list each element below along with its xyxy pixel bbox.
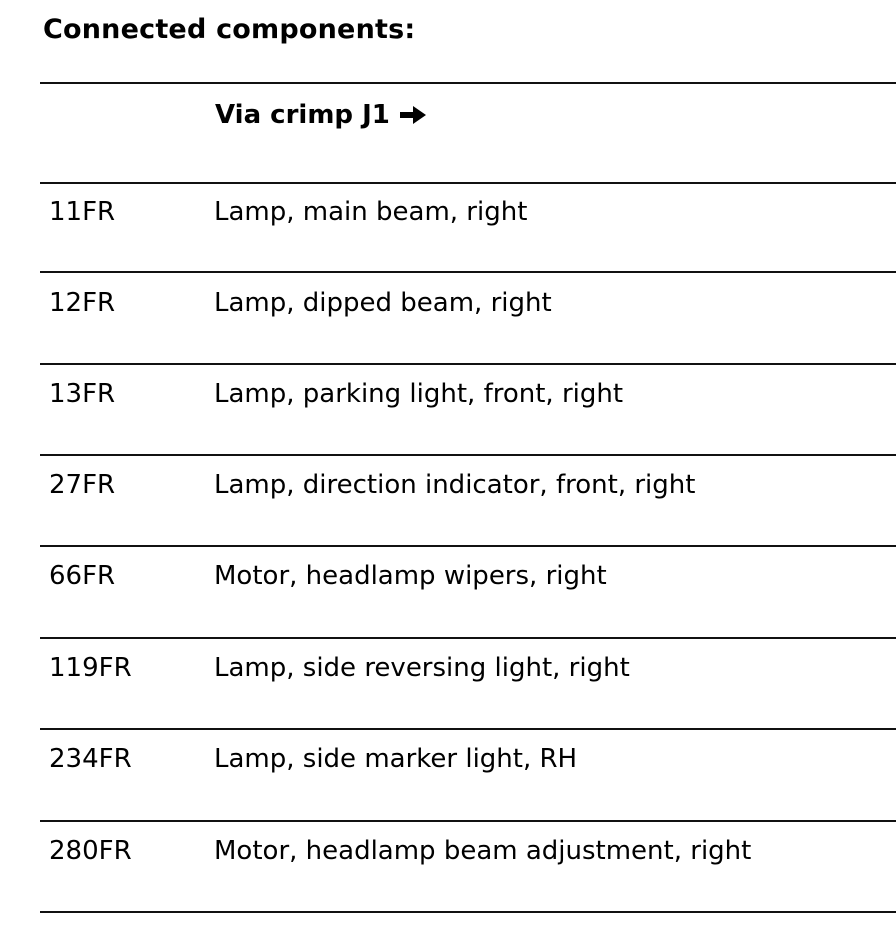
component-code: 27FR — [49, 470, 116, 500]
component-code: 66FR — [49, 561, 116, 591]
component-code: 119FR — [49, 653, 132, 683]
table-row — [0, 365, 896, 456]
component-code: 234FR — [49, 744, 132, 774]
component-description: Lamp, direction indicator, front, right — [214, 470, 696, 500]
divider — [40, 271, 896, 273]
table-row — [0, 456, 896, 547]
table-row — [0, 183, 896, 274]
divider — [40, 911, 896, 913]
component-code: 13FR — [49, 379, 116, 409]
table-row — [0, 822, 896, 913]
component-code: 280FR — [49, 836, 132, 866]
component-description: Motor, headlamp beam adjustment, right — [214, 836, 752, 866]
subheading-label: Via crimp J1 — [215, 100, 390, 130]
divider — [40, 82, 896, 84]
component-description: Lamp, dipped beam, right — [214, 288, 552, 318]
component-description: Lamp, main beam, right — [214, 197, 528, 227]
component-description: Motor, headlamp wipers, right — [214, 561, 607, 591]
table-row — [0, 547, 896, 638]
component-description: Lamp, parking light, front, right — [214, 379, 624, 409]
table-row — [0, 274, 896, 365]
component-description: Lamp, side reversing light, right — [214, 653, 630, 683]
table-row — [0, 639, 896, 730]
component-description: Lamp, side marker light, RH — [214, 744, 578, 774]
arrow-right-icon — [400, 106, 426, 124]
page-title: Connected components: — [43, 14, 416, 45]
table-row — [0, 730, 896, 821]
component-code: 11FR — [49, 197, 116, 227]
section-subheading — [215, 100, 426, 130]
component-code: 12FR — [49, 288, 116, 318]
